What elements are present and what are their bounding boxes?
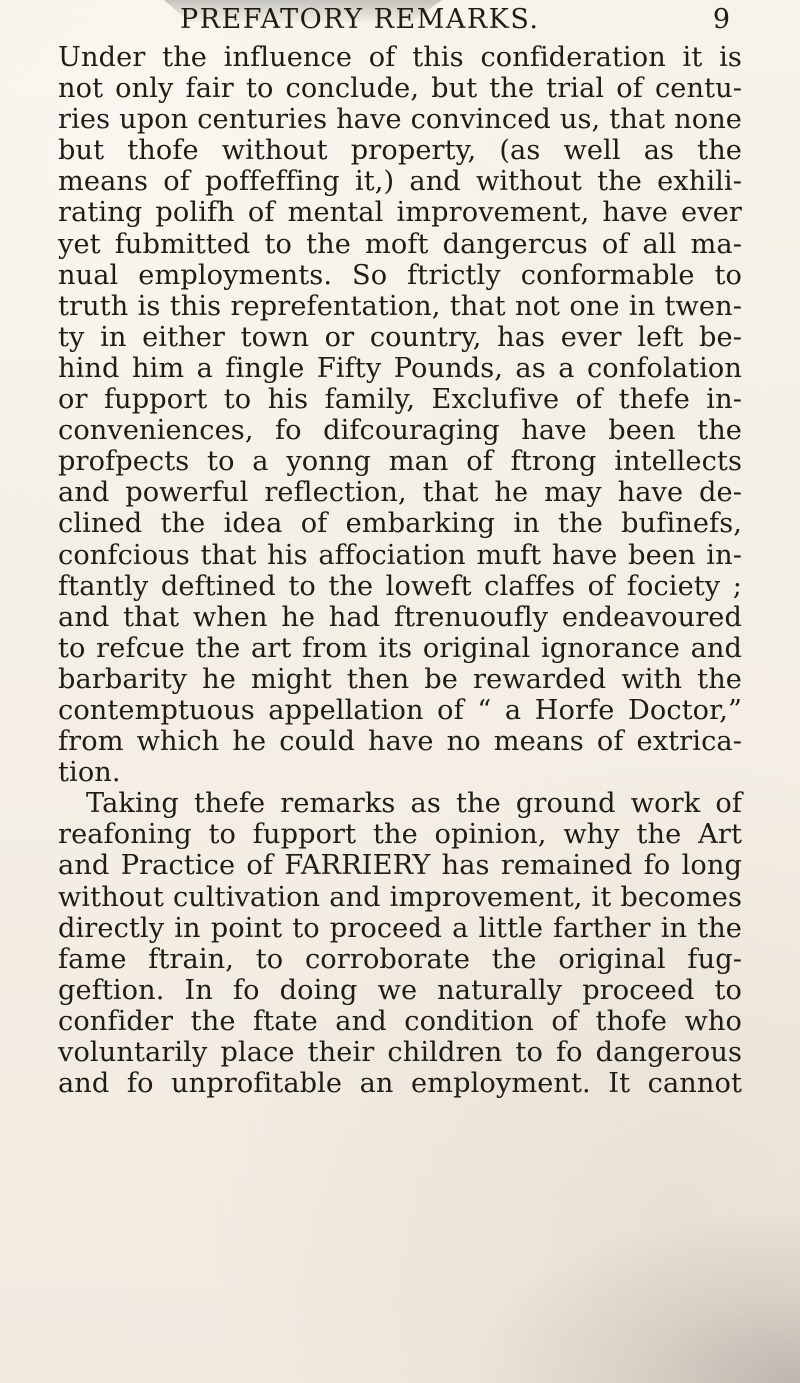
- text-line: but thofe without property, (as well as the: [58, 135, 742, 167]
- text-line: means of poffeffing it,) and without the exhili-: [58, 166, 742, 198]
- text-line: or fupport to his family, Exclufive of thefe in-: [58, 384, 742, 416]
- text-line: to refcue the art from its original ignorance and: [58, 632, 742, 664]
- text-line: and fo unprofitable an employment. It cannot: [58, 1068, 742, 1100]
- text-line: tion.: [58, 757, 121, 789]
- text-line: nual employments. So ftrictly conformable to: [58, 259, 742, 291]
- text-line: confider the ftate and condition of thofe who: [58, 1005, 742, 1037]
- text-line: voluntarily place their children to fo dangerous: [58, 1037, 742, 1068]
- running-head: PREFATORY REMARKS.: [180, 4, 540, 35]
- text-line: not only fair to conclude, but the trial of centu-: [58, 73, 742, 105]
- text-line: and that when he had ftrenuoufly endeavoured: [58, 601, 742, 633]
- text-line: fame ftrain, to corroborate the original fug-: [58, 943, 742, 975]
- text-line: profpects to a yonng man of ftrong intellects: [58, 446, 742, 478]
- text-line: and Practice of FARRIERY has remained fo long: [58, 850, 742, 882]
- text-line: conveniences, fo difcouraging have been the: [58, 415, 742, 447]
- text-line: ries upon centuries have convinced us, that none: [58, 104, 742, 136]
- body-text: [58, 42, 742, 1099]
- text-line: geftion. In fo doing we naturally proceed to: [58, 974, 742, 1006]
- text-line: and powerful reflection, that he may have de-: [58, 477, 742, 509]
- text-line: without cultivation and improvement, it becomes: [58, 881, 742, 913]
- text-line: ty in either town or country, has ever left be-: [58, 321, 742, 353]
- text-line: Taking thefe remarks as the ground work of: [86, 788, 742, 820]
- text-line: reafoning to fupport the opinion, why the Art: [58, 819, 742, 851]
- text-line: barbarity he might then be rewarded with the: [58, 663, 742, 695]
- page-shadow: [460, 1203, 800, 1383]
- text-line: contemptuous appellation of “ a Horfe Doctor,”: [58, 694, 742, 726]
- text-line: clined the idea of embarking in the bufinefs,: [58, 508, 742, 540]
- text-line: rating polifh of mental improvement, have ever: [58, 197, 742, 229]
- text-line: from which he could have no means of extrica-: [58, 726, 742, 758]
- text-line: hind him a fingle Fifty Pounds, as a confolation: [58, 352, 742, 384]
- page-number: 9: [712, 4, 730, 35]
- text-line: directly in point to proceed a little farther in the: [58, 912, 742, 944]
- text-line: yet fubmitted to the moft dangercus of all ma-: [58, 228, 742, 260]
- text-line: ftantly deftined to the loweft claffes of fociety ;: [58, 570, 742, 602]
- text-line: truth is this reprefentation, that not one in twen-: [58, 290, 742, 322]
- text-line: Under the influence of this confideration it is: [58, 42, 742, 73]
- text-line: confcious that his affociation muft have been in-: [58, 539, 742, 571]
- page-header: [110, 2, 730, 40]
